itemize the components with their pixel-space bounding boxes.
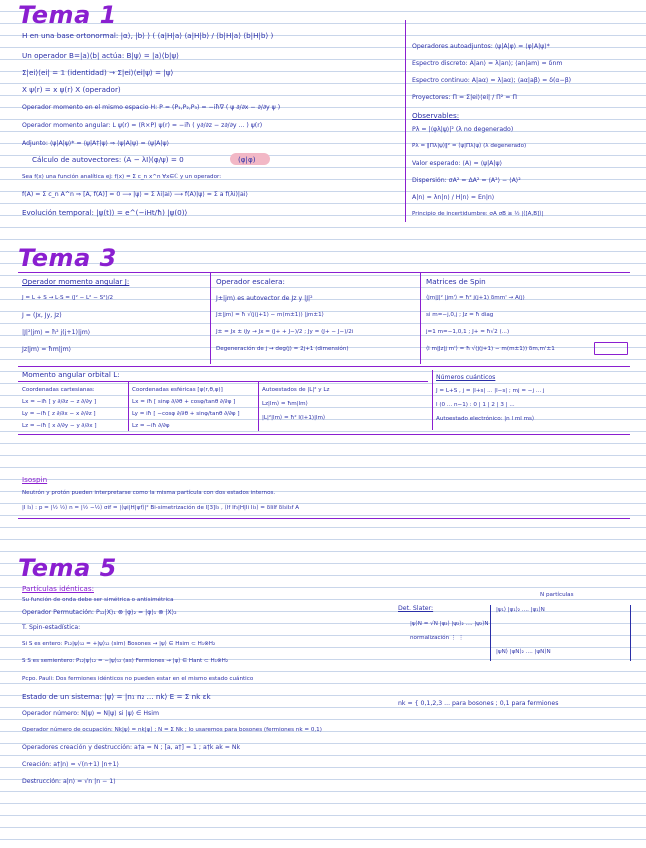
tema1-line-1: H en una base ortonormal: |α⟩, |b⟩ ⟩ ( ⟨a|H|a⟩ ⟨a|H|b⟩ / ⟨b|H|a⟩ ⟨b|H|b⟩ )	[22, 31, 274, 40]
tema5-line-2: Su función de onda debe ser simétrica o antisimétrica	[22, 597, 174, 603]
tema3-c3-line-4: j=1 m=−1,0,1 ; J+ = ħ√2 (...)	[426, 329, 510, 335]
tema1-right-6: Pλ = |⟨φλ|ψ⟩|² (λ no degenerado)	[412, 126, 514, 133]
tema1-right-9: Dispersión: σA² = ΔA² = ⟨A²⟩ − ⟨A⟩²	[412, 177, 521, 184]
tema1-right-4: Proyectores: Π = Σ|ei⟩⟨ei| / Π² = Π	[412, 94, 518, 101]
orbital-heading-rule	[18, 381, 428, 382]
tema1-right-8: Valor esperado: ⟨A⟩ = ⟨ψ|A|ψ⟩	[412, 160, 502, 167]
tema1-line-8: Cálculo de autovectores: (A − λI)(φ/ψ) = 0	[32, 155, 184, 164]
orbital-c1-line-4: Lz = −iħ [ x ∂/∂y − y ∂/∂x ]	[22, 423, 97, 429]
orbital-c2-line-2: Lx = iħ [ sinφ ∂/∂θ + cosφ/tanθ ∂/∂φ ]	[132, 399, 236, 405]
tema5-line-1: Partículas idénticas:	[22, 584, 94, 593]
isospin-top-rule	[18, 434, 630, 435]
tema5-line-6: S S es semientero: P₁₂|ψ⟩₁₂ = −|ψ⟩₁₂ (as) Fermiones → |ψ⟩ ∈ Hant ⊂ H₁⊗H₂	[22, 658, 229, 664]
tema1-column-divider	[405, 20, 406, 222]
isospin-line-2: |I I₃⟩ : p = |½ ½⟩ n = |½ −½⟩ σif = |⟨ψi|H|ψf⟩|² Bi-simetrización de I[3]I₃ , ⟨If If₃|H|Ii Ii₃⟩ = δIiIf δI₃iI₃f A	[22, 505, 300, 511]
orbital-c1-line-3: Ly = −iħ [ z ∂/∂x − x ∂/∂z ]	[22, 411, 96, 417]
orbital-c3-line-2: Lz|lm⟩ = ħm|lm⟩	[262, 401, 308, 407]
tema5-line-4: T. Spin-estadística:	[22, 624, 81, 631]
tema3-c1-line-2: J = L + S → L·S = (J² − L² − S²)/2	[22, 295, 114, 301]
tema3-divider-1	[210, 272, 211, 364]
tema3-c2-line-2: J±|jm⟩ es autovector de Jz y |J|²	[216, 295, 313, 302]
tema3-c2-line-1: Operador escalera:	[216, 277, 285, 286]
slater-row-1: |ψ₁⟩ |ψ₁⟩₂ .... |ψ₁⟩N	[496, 607, 545, 613]
tema3-c1-line-3: J = (Jx, Jy, Jz)	[22, 312, 62, 319]
orbital-divider-2	[258, 381, 259, 431]
slater-row-2: |ψ⟩N = √N |ψ₂⟩ |ψ₂⟩₂ .... |ψ₂⟩N	[410, 621, 489, 627]
tema5-line-8: Estado de un sistema: |ψ⟩ = |n₁ n₂ ... nk⟩ E = Σ nk εk	[22, 692, 211, 701]
tema3-c1-line-1: Operador momento angular J:	[22, 277, 130, 286]
tema3-c1-line-5: Jz|jm⟩ = ħm|jm⟩	[22, 346, 72, 353]
tema3-c2-line-3: J±|jm⟩ = ħ √(j(j+1) − m(m±1)) |jm±1⟩	[216, 312, 324, 318]
tema3-divider-2	[420, 272, 421, 364]
tema3-c3-line-2: ⟨jm|J|² |jm'⟩ = ħ² j(j+1) δmm' → A(j)	[426, 295, 525, 301]
tema1-line-3: Σ|ei⟩⟨ei| = 𝟙 (identidad) → Σ|ei⟩⟨ei|ψ⟩ = |ψ⟩	[22, 68, 174, 77]
tema3-c1-line-4: |J|²|jm⟩ = ħ² j(j+1)|jm⟩	[22, 329, 91, 336]
tema1-right-2: Espectro discreto: A|an⟩ = λ|an⟩; ⟨an|am⟩ = δnm	[412, 60, 563, 67]
tema1-right-5: Observables:	[412, 111, 460, 120]
orbital-c3-line-1: Autoestados de |L|² y Lz	[262, 387, 330, 393]
tema1-line-9: Sea f(x) una función analítica ej: f(x) = Σ c_n x^n ∀x∈ℂ y un operador:	[22, 174, 222, 180]
tema1-right-11: Principio de incertidumbre: σA σB ≥ ½ |⟨[A,B]⟩|	[412, 211, 544, 217]
orbital-divider-1	[128, 381, 129, 431]
slater-bar-right	[630, 605, 631, 661]
orbital-c4-line-1: Números cuánticos	[436, 374, 496, 381]
isospin-heading: Isospin	[22, 475, 48, 484]
tema3-top-rule	[18, 272, 630, 273]
tema3-c3-line-5: ⟨l m|Jz|j m'⟩ = ħ √(j(j+1) − m(m±1)) δm,m'±1	[426, 346, 555, 352]
tema5-line-5: Si S es entero: P₁₂|ψ⟩₁₂ = +|ψ⟩₁₂ (sim) Bosones → |ψ⟩ ∈ Hsim ⊂ H₁⊗H₂	[22, 641, 216, 647]
orbital-heading: Momento angular orbital L:	[22, 370, 120, 379]
orbital-c4-line-2: J = L+S , j = |l+s| ... |l−s| ; mj = −j ... j	[436, 388, 545, 394]
tema1-line-5: Operador momento en el mismo espacio H: P = (P₁,P₂,P₃) = −iħ∇ ( ψ ∂/∂x − ∂/∂y ψ )	[22, 104, 281, 111]
isospin-bottom-rule	[18, 518, 630, 519]
tema3-c2-line-5: Degeneración de j → deg(j) = 2j+1 (dimensión)	[216, 346, 349, 352]
tema5-line-11: Operadores creación y destrucción: a†a = N ; [a, a†] = 1 ; a†k ak = Nk	[22, 744, 241, 751]
tema1-line-6: Operador momento angular: L ψ(r) = (R×P) ψ(r) = −iħ ( y∂/∂z − z∂/∂y ... ) ψ(r)	[22, 122, 263, 129]
isospin-line-1: Neutrón y protón pueden interpretarse como la misma partícula con dos estados internos.	[22, 490, 276, 496]
slater-row-3: normalización ⋮ ⋮	[410, 635, 464, 641]
tema3-title: Tema 3	[18, 244, 117, 272]
tema5-line-7: Pcpo. Pauli: Dos fermiones idénticos no pueden estar en el mismo estado cuántico	[22, 676, 254, 682]
tema1-right-7: Pλ = ‖Πλ|ψ⟩‖² = ⟨ψ|Πλ|ψ⟩ (λ degenerado)	[412, 143, 527, 149]
occupation-numbers: nk = { 0,1,2,3 ... para bosones ; 0,1 para fermiones	[398, 700, 559, 707]
tema1-line-7: Adjunto: ⟨ψ|A|ψ⟩* = ⟨ψ|A†|ψ⟩ ⇒ ⟨ψ|A|ψ⟩ = ⟨ψ|A|ψ⟩	[22, 140, 169, 147]
tema1-right-1: Operadores autoadjuntos: ⟨ψ|A|φ⟩ = ⟨φ|A|ψ⟩*	[412, 43, 550, 50]
tema1-line-10: f(A) = Σ c_n A^n ⇒ [A, f(A)] = 0 ⟶ |ψ⟩ = Σ λi|ai⟩ ⟶ f(A)|ψ⟩ = Σ a f(λi)|ai⟩	[22, 191, 248, 198]
tema3-c2-line-4: J± = Jx ± iJy → Jx = (J+ + J−)/2 ; Jy = (J+ − J−)/2i	[216, 329, 354, 335]
tema5-line-13: Destrucción: a|n⟩ = √n |n − 1⟩	[22, 778, 116, 785]
orbital-c2-line-3: Ly = iħ [ −cosφ ∂/∂θ + sinφ/tanθ ∂/∂φ ]	[132, 411, 240, 417]
orbital-c2-line-4: Lz = −iħ ∂/∂φ	[132, 423, 170, 429]
slater-row-4: |ψN⟩ |ψN⟩₂ .... |ψN⟩N	[496, 649, 551, 655]
orbital-c4-line-3: l (0 ... n−1) : 0 | 1 | 2 | 3 | ...	[436, 402, 515, 408]
tema5-title: Tema 5	[18, 554, 117, 582]
orbital-c4-line-4: Autoestado electrónico: |n l ml ms⟩	[436, 416, 535, 422]
tema5-line-3: Operador Permutación: P₁₂|X⟩₁ ⊗ |φ⟩₂ = |φ⟩₁ ⊗ |X⟩₂	[22, 609, 177, 616]
tema3-c3-line-1: Matrices de Spin	[426, 277, 486, 286]
slater-heading: N partículas	[540, 592, 574, 598]
slater-label: Det. Slater:	[398, 605, 434, 612]
tema3-c3-line-3: si m=−j,0,j ; Jz = ħ diag	[426, 312, 494, 318]
spin-matrix-box	[594, 342, 628, 355]
slater-bar-left	[490, 605, 491, 661]
orbital-divider-3	[432, 370, 433, 430]
tema1-title: Tema 1	[18, 1, 117, 29]
tema1-line-2: Un operador B=|a⟩⟨b| actúa: B|ψ⟩ = |a⟩⟨b|ψ⟩	[22, 51, 179, 60]
orbital-c1-line-1: Coordenadas cartesianas:	[22, 387, 95, 393]
tema5-line-10: Operador número de ocupación: Nk|ψ⟩ = nk|ψ⟩ ; N = Σ Nk ; lo usaremos para bosones (fermiones nk = 0,1)	[22, 727, 322, 733]
tema1-highlight-text: (φ|φ)	[238, 155, 256, 164]
tema1-line-11: Evolución temporal: |ψ(t)⟩ = e^(−iHt/ħ) |ψ(0)⟩	[22, 208, 188, 217]
orbital-c3-line-3: |L|²|lm⟩ = ħ² l(l+1)|lm⟩	[262, 415, 326, 421]
orbital-top-rule	[18, 366, 630, 367]
tema1-right-3: Espectro continuo: A|aα⟩ = λ|aα⟩; ⟨aα|aβ⟩ = δ(α−β)	[412, 77, 572, 84]
tema5-line-9: Operador número: N|ψ⟩ = N|ψ⟩ si |ψ⟩ ∈ Hsim	[22, 710, 160, 717]
tema1-right-10: A|n⟩ = λn|n⟩ / H|n⟩ = En|n⟩	[412, 194, 495, 201]
orbital-c2-line-1: Coordenadas esféricas [ψ(r,θ,φ)]	[132, 387, 223, 393]
tema1-line-4: X ψ(r) = x ψ(r) X (operador)	[22, 85, 121, 94]
tema5-line-12: Creación: a†|n⟩ = √(n+1) |n+1⟩	[22, 761, 119, 768]
orbital-c1-line-2: Lx = −iħ [ y ∂/∂z − z ∂/∂y ]	[22, 399, 97, 405]
